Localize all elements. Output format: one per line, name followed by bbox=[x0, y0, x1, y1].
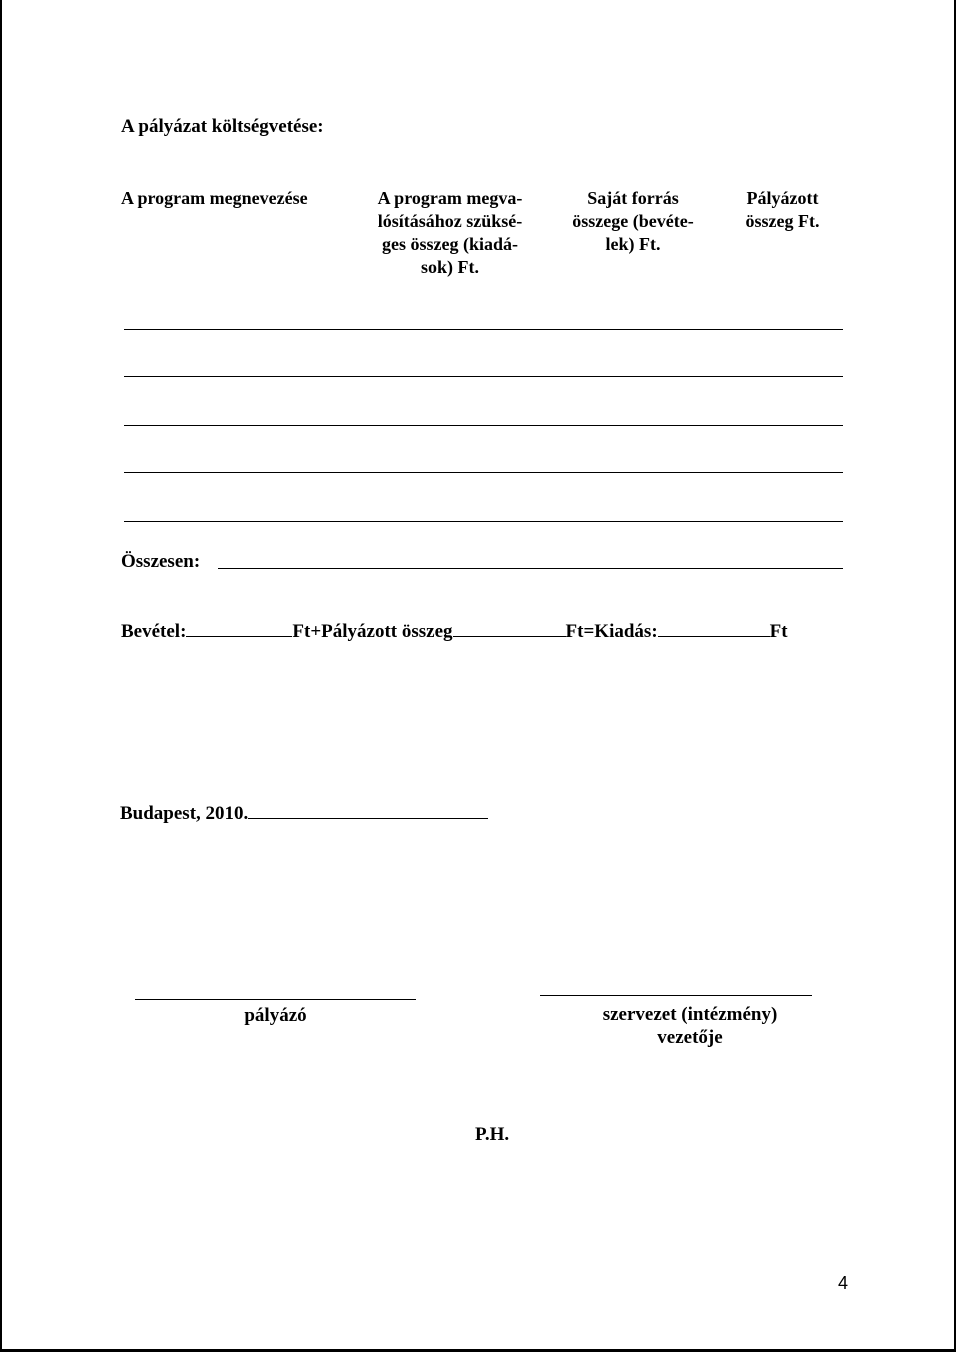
signature-line-right bbox=[540, 995, 812, 996]
entry-line bbox=[124, 329, 843, 330]
column-header-program-name bbox=[121, 187, 308, 210]
income-blank bbox=[186, 622, 292, 637]
column-header-line: A program megnevezése bbox=[121, 188, 308, 208]
column-header-line: A program megva- bbox=[377, 188, 523, 208]
signature-left bbox=[135, 1004, 416, 1027]
signature-line-left bbox=[135, 999, 416, 1000]
formula-text: Ft+Pályázott összeg bbox=[292, 621, 453, 642]
signature-caption: vezetője bbox=[657, 1027, 723, 1048]
entry-line bbox=[124, 521, 843, 522]
place-date bbox=[120, 803, 488, 825]
column-header-line: sok) Ft. bbox=[421, 257, 479, 277]
formula-end: Ft bbox=[769, 621, 788, 642]
budget-formula bbox=[121, 621, 788, 643]
column-header-own-source bbox=[558, 187, 708, 256]
formula-text: Ft=Kiadás: bbox=[565, 621, 658, 642]
page-title: A pályázat költségvetése: bbox=[121, 116, 324, 137]
column-header-applied-amount bbox=[725, 187, 840, 233]
entry-line bbox=[124, 376, 843, 377]
entry-line bbox=[124, 472, 843, 473]
column-header-line: lósításához szüksé- bbox=[377, 211, 523, 231]
stamp-label: P.H. bbox=[475, 1124, 510, 1145]
column-header-line: összeg Ft. bbox=[745, 211, 820, 231]
page-number: 4 bbox=[838, 1273, 849, 1293]
income-label: Bevétel: bbox=[121, 621, 187, 642]
total-label: Összesen: bbox=[121, 551, 201, 572]
column-header-line: Saját forrás bbox=[587, 188, 679, 208]
signature-right bbox=[540, 1003, 840, 1049]
column-header-line: lek) Ft. bbox=[605, 234, 661, 254]
applied-blank bbox=[453, 622, 566, 637]
signature-caption: pályázó bbox=[244, 1005, 307, 1026]
date-blank bbox=[248, 804, 488, 819]
column-header-line: Pályázott bbox=[746, 188, 819, 208]
place-date-label: Budapest, 2010. bbox=[120, 803, 249, 824]
total-line bbox=[218, 568, 843, 569]
expense-blank bbox=[658, 622, 770, 637]
column-header-line: összege (bevéte- bbox=[572, 211, 694, 231]
signature-caption: szervezet (intézmény) bbox=[602, 1004, 778, 1025]
column-header-required-amount bbox=[345, 187, 555, 279]
column-header-line: ges összeg (kiadá- bbox=[382, 234, 518, 254]
entry-line bbox=[124, 425, 843, 426]
